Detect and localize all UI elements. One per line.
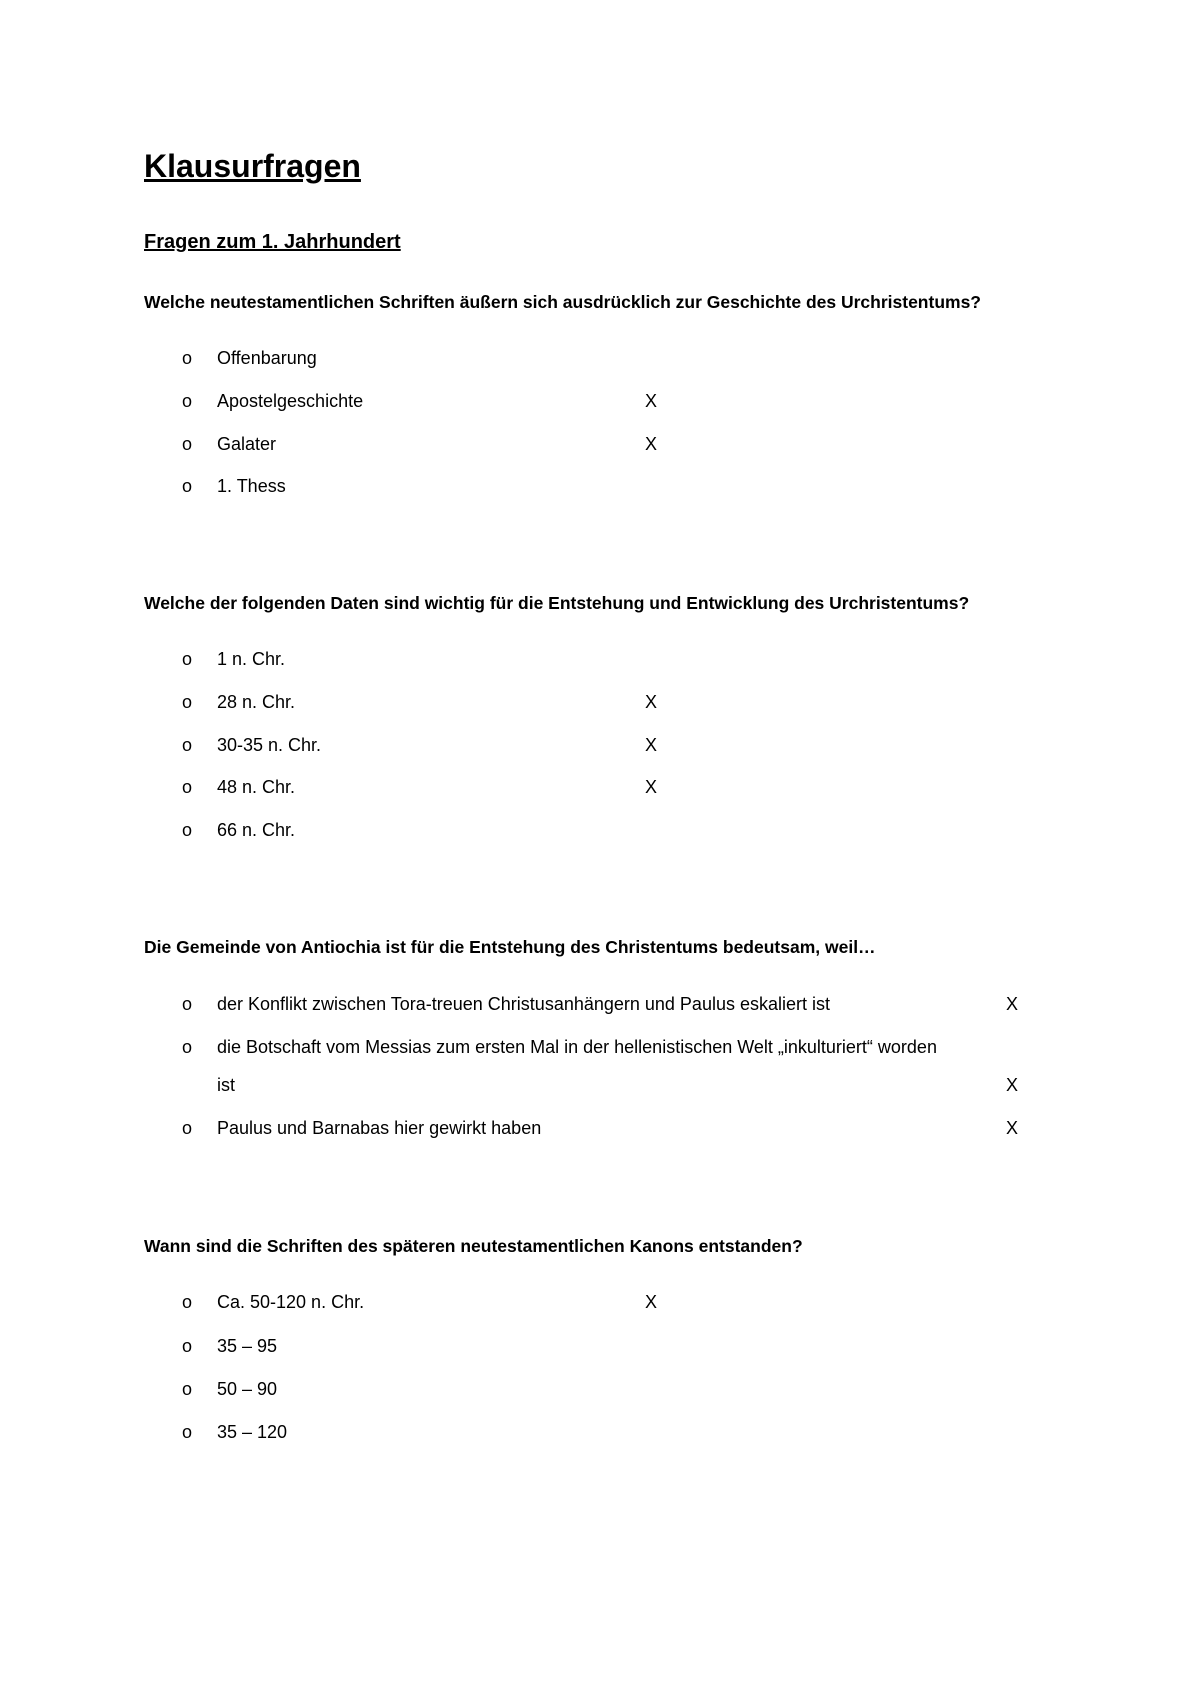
section-heading: Fragen zum 1. Jahrhundert [144, 231, 401, 253]
option-item [0, 773, 1200, 801]
option-item [0, 1288, 1200, 1316]
bullet-icon: o [182, 820, 193, 840]
answer-mark: X [1006, 1118, 1019, 1138]
option-item [0, 1114, 1200, 1142]
option-item [0, 1375, 1200, 1403]
answer-mark: X [645, 735, 658, 755]
option-label: 1 n. Chr. [217, 649, 286, 669]
option-label: 28 n. Chr. [217, 692, 296, 712]
option-label: Offenbarung [217, 348, 317, 368]
option-item [0, 1418, 1200, 1446]
question-2: Welche der folgenden Daten sind wichtig für die Entstehung und Entwicklung des Urchristentums? [144, 593, 970, 613]
option-item [0, 688, 1200, 716]
answer-mark: X [1006, 1075, 1019, 1095]
bullet-icon: o [182, 649, 193, 669]
bullet-icon: o [182, 1379, 193, 1399]
answer-mark: X [645, 434, 658, 454]
option-label: 66 n. Chr. [217, 820, 296, 840]
bullet-icon: o [182, 1037, 193, 1057]
bullet-icon: o [182, 434, 193, 454]
bullet-icon: o [182, 348, 193, 368]
option-label: Apostelgeschichte [217, 391, 364, 411]
option-label: 35 – 120 [217, 1422, 288, 1442]
option-label: die Botschaft vom Messias zum ersten Mal in der hellenistischen Welt „inkulturiert“ worden [217, 1037, 937, 1057]
option-label: Paulus und Barnabas hier gewirkt haben [217, 1118, 542, 1138]
option-item [0, 472, 1200, 500]
question-3: Die Gemeinde von Antiochia ist für die Entstehung des Christentums bedeutsam, weil… [144, 937, 876, 957]
option-label: 35 – 95 [217, 1336, 278, 1356]
option-item [0, 990, 1200, 1018]
answer-mark: X [1006, 994, 1019, 1014]
bullet-icon: o [182, 735, 193, 755]
option-item [0, 816, 1200, 844]
bullet-icon: o [182, 391, 193, 411]
bullet-icon: o [182, 692, 193, 712]
option-item [0, 344, 1200, 372]
option-item [0, 645, 1200, 673]
answer-mark: X [645, 391, 658, 411]
option-label: der Konflikt zwischen Tora-treuen Christusanhängern und Paulus eskaliert ist [217, 994, 830, 1014]
answer-mark: X [645, 692, 658, 712]
option-label: 1. Thess [217, 476, 286, 496]
bullet-icon: o [182, 1292, 193, 1312]
option-item [0, 731, 1200, 759]
option-item [0, 1033, 1200, 1099]
option-label: 50 – 90 [217, 1379, 278, 1399]
option-label: Ca. 50-120 n. Chr. [217, 1292, 365, 1312]
option-label: 30-35 n. Chr. [217, 735, 322, 755]
page-title: Klausurfragen [144, 148, 361, 184]
bullet-icon: o [182, 994, 193, 1014]
option-label: 48 n. Chr. [217, 777, 296, 797]
answer-mark: X [645, 777, 658, 797]
bullet-icon: o [182, 1422, 193, 1442]
option-label: Galater [217, 434, 277, 454]
bullet-icon: o [182, 1336, 193, 1356]
question-4: Wann sind die Schriften des späteren neutestamentlichen Kanons entstanden? [144, 1236, 803, 1256]
answer-mark: X [645, 1292, 658, 1312]
bullet-icon: o [182, 1118, 193, 1138]
option-item [0, 430, 1200, 458]
bullet-icon: o [182, 476, 193, 496]
question-1: Welche neutestamentlichen Schriften äußern sich ausdrücklich zur Geschichte des Urchristentums? [144, 292, 981, 312]
bullet-icon: o [182, 777, 193, 797]
option-item [0, 1332, 1200, 1360]
option-label-continuation: ist [217, 1075, 235, 1095]
option-item [0, 387, 1200, 415]
